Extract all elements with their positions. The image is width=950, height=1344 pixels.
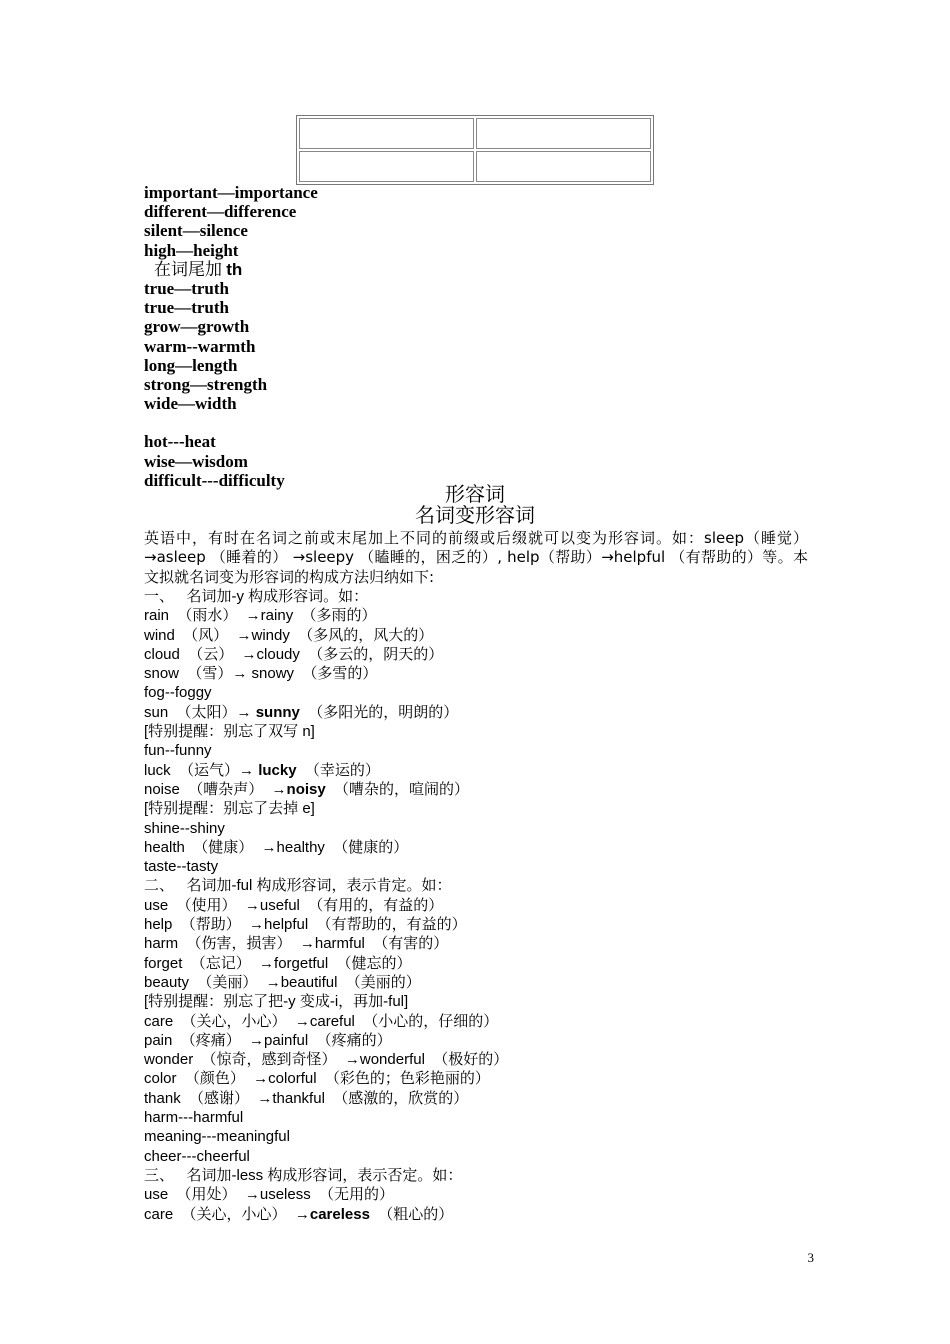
table-cell <box>299 151 474 182</box>
list-item <box>144 606 824 625</box>
word-pair: long—length <box>144 355 238 375</box>
list-item-text: shine--shiny <box>144 819 225 837</box>
list-item-bold: noisy <box>286 780 326 798</box>
list-item-text: cloud （云） →cloudy （多云的，阴天的） <box>144 645 444 663</box>
word-pair: true—truth <box>144 298 229 318</box>
list-item <box>144 645 824 664</box>
list-item <box>144 780 824 799</box>
list-item-text: care （关心，小心） → <box>144 1205 310 1223</box>
list-item <box>144 915 824 934</box>
list-item-text: color （颜色） →colorful （彩色的；色彩艳丽的） <box>144 1070 490 1088</box>
word-pair: high—height <box>144 240 239 260</box>
word-pair: important—importance <box>144 183 318 202</box>
list-item-text-after: （幸运的） <box>296 761 380 779</box>
list-item <box>144 896 824 915</box>
list-item <box>144 934 824 953</box>
list-item-text: noise （嘈杂声） → <box>144 780 287 798</box>
list-item-text-after: （嘈杂的，喧闹的） <box>325 780 470 798</box>
list-item <box>144 973 824 992</box>
table-row <box>299 118 651 149</box>
rule-text: 在词尾加 <box>154 259 222 279</box>
list-item-text: rain （雨水） →rainy （多雨的） <box>144 607 377 625</box>
section-title: 形容词 <box>445 482 505 506</box>
noun-to-adjective-list <box>144 587 824 1224</box>
list-item-text: care （关心，小心） →careful （小心的，仔细的） <box>144 1012 499 1030</box>
list-item-text: sun （太阳）→ <box>144 703 256 721</box>
list-item <box>144 1012 824 1031</box>
list-item <box>144 1031 824 1050</box>
word-pair: silent—silence <box>144 221 248 241</box>
list-item-text: 一、 名词加-y 构成形容词。如： <box>144 588 369 605</box>
list-item-text: health （健康） →healthy （健康的） <box>144 838 409 856</box>
word-pair: wide—width <box>144 394 237 414</box>
word-pair: wise—wisdom <box>144 451 248 471</box>
list-item <box>144 876 824 895</box>
list-item-text: snow （雪）→ snowy （多雪的） <box>144 665 378 683</box>
list-item-text: thank （感谢） →thankful （感激的，欣赏的） <box>144 1089 469 1107</box>
list-item-text: [特别提醒：别忘了双写 n] <box>144 723 315 741</box>
word-pair: true—truth <box>144 278 229 298</box>
list-item-text: harm---harmful <box>144 1109 244 1127</box>
list-item <box>144 1089 824 1108</box>
list-item <box>144 1166 824 1185</box>
list-item-text: 二、 名词加-ful 构成形容词，表示肯定。如： <box>144 877 452 895</box>
list-item-bold: careless <box>309 1205 370 1223</box>
list-item-text: pain （疼痛） →painful （疼痛的） <box>144 1031 392 1049</box>
list-item <box>144 761 824 780</box>
list-item-text: wind （风） →windy （多风的，风大的） <box>144 626 434 644</box>
section-subtitle: 名词变形容词 <box>415 503 535 527</box>
list-item-text: cheer---cheerful <box>144 1147 250 1165</box>
page-number: 3 <box>807 1250 814 1265</box>
list-item <box>144 1127 824 1146</box>
list-item <box>144 1147 824 1166</box>
word-pair: difficult---difficulty <box>144 470 285 490</box>
list-item <box>144 1205 824 1224</box>
list-item <box>144 703 824 722</box>
list-item-text: beauty （美丽） →beautiful （美丽的） <box>144 973 421 991</box>
list-item <box>144 683 824 702</box>
list-item-text: use （使用） →useful （有用的，有益的） <box>144 896 444 914</box>
table-cell <box>476 118 651 149</box>
table-cell <box>299 118 474 149</box>
list-item-text: forget （忘记） →forgetful （健忘的） <box>144 954 412 972</box>
list-item-bold: lucky <box>258 761 297 779</box>
list-item-text: help （帮助） →helpful （有帮助的，有益的） <box>144 916 467 934</box>
list-item-bold: sunny <box>255 703 300 721</box>
list-item <box>144 664 824 683</box>
list-item <box>144 722 824 741</box>
adjective-noun-pairs <box>144 183 644 490</box>
word-pair: grow—growth <box>144 317 250 337</box>
list-item <box>144 799 824 818</box>
list-item-text: wonder （惊奇，感到奇怪） →wonderful （极好的） <box>144 1051 509 1069</box>
list-item <box>144 819 824 838</box>
word-pair: strong—strength <box>144 374 268 394</box>
word-pair: hot---heat <box>144 432 216 452</box>
table-row <box>299 151 651 182</box>
list-item-text: meaning---meaningful <box>144 1128 290 1146</box>
list-item <box>144 954 824 973</box>
list-item-text: fun--funny <box>144 742 212 760</box>
list-item-text: taste--tasty <box>144 858 219 876</box>
list-item <box>144 741 824 760</box>
list-item <box>144 1108 824 1127</box>
list-item <box>144 1050 824 1069</box>
rule-suffix: th <box>226 259 243 279</box>
list-item-text: [特别提醒：别忘了把-y 变成-i，再加-ful] <box>144 993 409 1011</box>
list-item-text: use （用处） →useless （无用的） <box>144 1186 395 1204</box>
list-item <box>144 838 824 857</box>
list-item-text-after: （粗心的） <box>369 1205 454 1223</box>
list-item-text-after: （多阳光的，明朗的） <box>299 703 459 721</box>
list-item-text: [特别提醒：别忘了去掉 e] <box>144 800 315 818</box>
list-item-text: harm （伤害，损害） →harmful （有害的） <box>144 935 449 953</box>
list-item-text: fog--foggy <box>144 684 212 702</box>
list-item-text: 三、 名词加-less 构成形容词，表示否定。如： <box>144 1166 463 1184</box>
list-item <box>144 626 824 645</box>
list-item-text: luck （运气）→ <box>144 761 259 779</box>
word-pair: different—difference <box>144 202 297 222</box>
intro-paragraph: 英语中，有时在名词之前或末尾加上不同的前缀或后缀就可以变为形容词。如：sleep（睡觉） →asleep （睡着的） →sleepy （瞌睡的，困乏的）, help（帮助）→helpful （有帮助的）等。本文拟就名词变为形容词的构成方法归纳如下: <box>144 529 808 586</box>
list-item <box>144 857 824 876</box>
empty-table <box>296 115 654 185</box>
table-cell <box>476 151 651 182</box>
list-item <box>144 587 824 606</box>
list-item <box>144 1185 824 1204</box>
list-item <box>144 1069 824 1088</box>
rule-line <box>144 260 644 279</box>
list-item <box>144 992 824 1011</box>
blank-line <box>144 413 644 432</box>
word-pair: warm--warmth <box>144 336 256 356</box>
